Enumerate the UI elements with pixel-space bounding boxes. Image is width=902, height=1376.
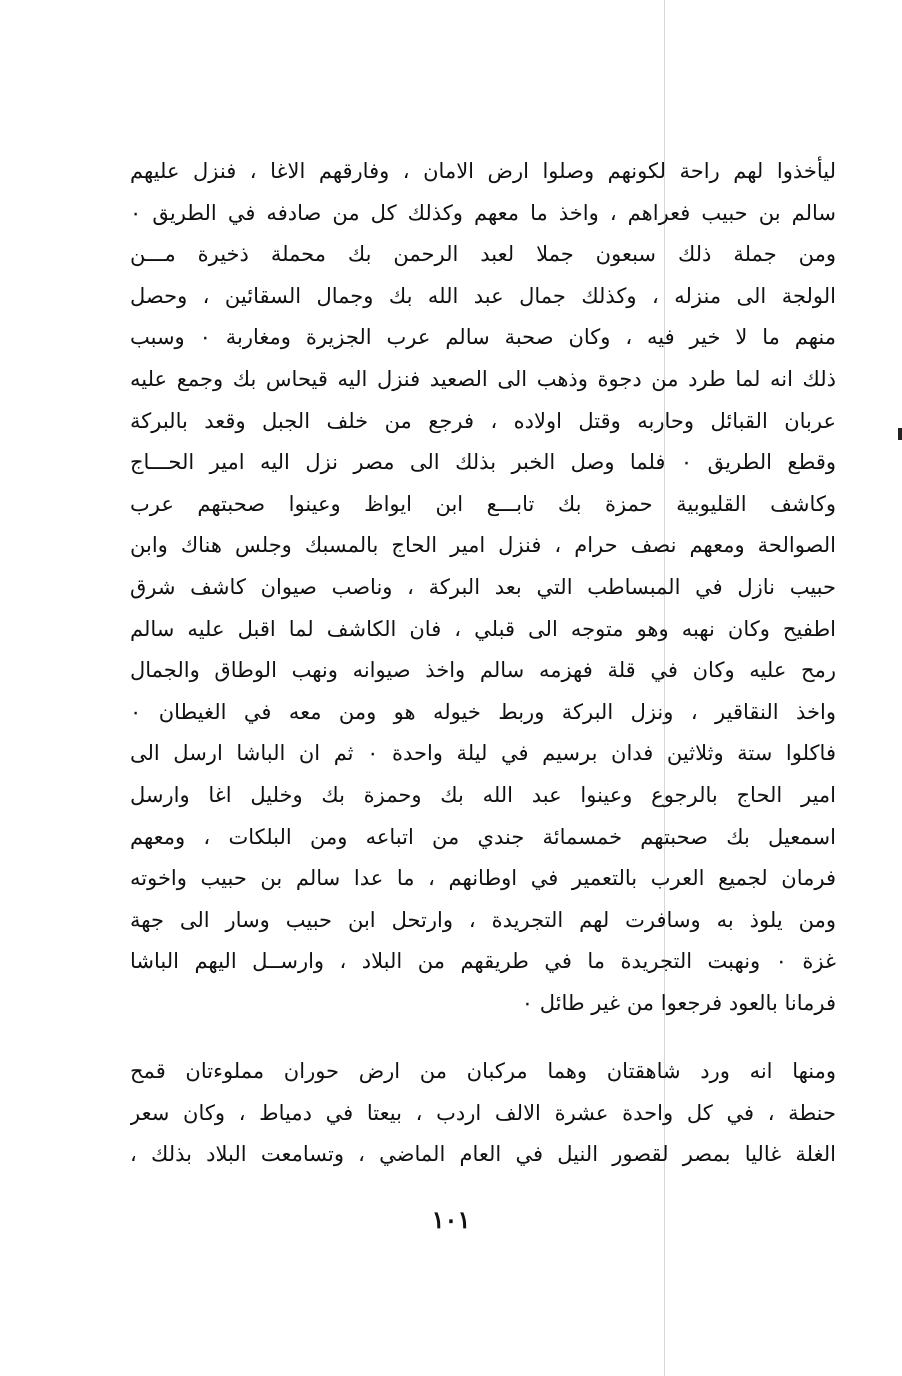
- text-line: حنطة ، في كل واحدة عشرة الالف اردب ، بيعتا في دمياط ، وكان سعر: [130, 1100, 836, 1125]
- text-line: ومنها انه ورد شاهقتان وهما مركبان من ارض حوران مملوءتان قمح: [130, 1059, 836, 1083]
- text-line: اسمعيل بك صحبتهم خمسمائة جندي من اتباعه ومن البلكات ، ومعهم: [130, 824, 836, 849]
- text-line: ومن يلوذ به وسافرت لهم التجريدة ، وارتحل ابن حبيب وسار الى جهة: [130, 907, 836, 932]
- text-line: فرمان لجميع العرب بالتعمير في اوطانهم ، ما عدا سالم بن حبيب واخوته: [130, 866, 836, 891]
- paragraph-2: [130, 1051, 836, 1176]
- text-line: الغلة غاليا بمصر لقصور النيل في العام الماضي ، وتسامعت البلاد بذلك ،: [130, 1142, 836, 1167]
- text-line: امير الحاج بالرجوع وعينوا عبد الله بك وحمزة بك وخليل اغا وارسل: [130, 782, 836, 807]
- text-line: غزة ٠ ونهبت التجريدة ما في طريقهم من البلاد ، وارســل اليهم الباشا: [130, 949, 836, 974]
- text-line: رمح عليه وكان في قلة فهزمه سالم واخذ صيوانه ونهب الوطاق والجمال: [130, 658, 836, 683]
- paragraph-1: [130, 151, 836, 1024]
- text-line: الولجة الى منزله ، وكذلك جمال عبد الله بك وجمال السقائين ، وحصل: [130, 283, 836, 308]
- text-line: فرمانا بالعود فرجعوا من غير طائل ٠: [521, 990, 836, 1015]
- page-number: ١٠١: [431, 1205, 471, 1234]
- text-line: ليأخذوا لهم راحة لكونهم وصلوا ارض الامان ، وفارقهم الاغا ، فنزل عليهم: [130, 159, 836, 183]
- text-line: وقطع الطريق ٠ فلما وصل الخبر بذلك الى مصر نزل اليه امير الحـــاج: [130, 450, 836, 475]
- text-line: سالم بن حبيب فعراهم ، واخذ ما معهم وكذلك كل من صادفه في الطريق ٠: [130, 200, 836, 225]
- text-line: واخذ النقاقير ، ونزل البركة وربط خيوله هو ومن معه في الغيطان ٠: [130, 699, 836, 724]
- text-line: اطفيح وكان نهبه وهو متوجه الى قبلي ، فان الكاشف لما اقبل عليه سالم: [130, 616, 836, 641]
- text-line: حبيب نازل في المبساطب التي بعد البركة ، وناصب صيوان كاشف شرق: [130, 574, 836, 599]
- text-line: ذلك انه لما طرد من دجوة وذهب الى الصعيد فنزل اليه قيحاس بك وجمع عليه: [130, 366, 836, 391]
- text-line: وكاشف القليوبية حمزة بك تابـــع ابن ايواظ وعينوا صحبتهم عرب: [130, 491, 836, 516]
- text-line: فاكلوا ستة وثلاثين فدان برسيم في ليلة واحدة ٠ ثم ان الباشا ارسل الى: [130, 741, 836, 766]
- text-line: منهم ما لا خير فيه ، وكان صحبة سالم عرب الجزيرة ومغاربة ٠ وسبب: [130, 325, 836, 350]
- text-line: ومن جملة ذلك سبعون جملا لعبد الرحمن بك محملة ذخيرة مـــن: [130, 242, 836, 267]
- text-line: الصوالحة ومعهم نصف حرام ، فنزل امير الحاج بالمسبك وجلس هناك وابن: [130, 533, 836, 558]
- scan-mark: [898, 428, 902, 440]
- text-line: عربان القبائل وحاربه وقتل اولاده ، فرجع من خلف الجبل وقعد بالبركة: [130, 408, 836, 433]
